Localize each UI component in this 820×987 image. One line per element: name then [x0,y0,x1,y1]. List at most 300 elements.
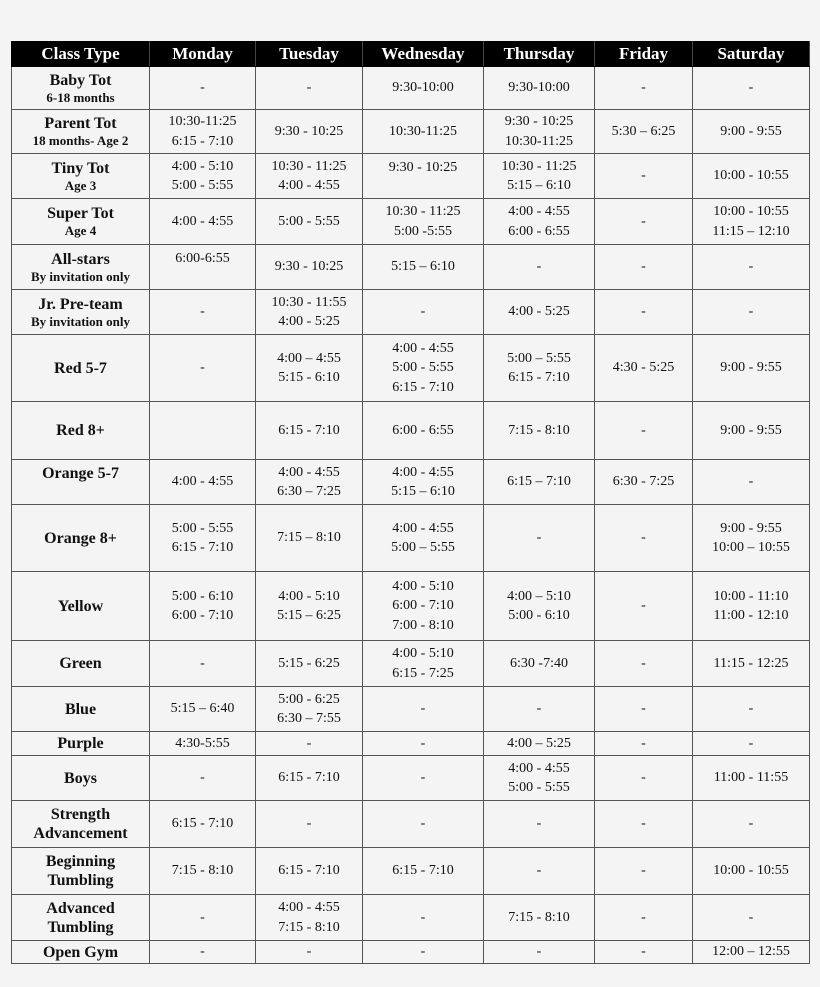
table-row [12,460,810,505]
class-name-label: Orange 5-7 [42,465,119,482]
time-cell-saturday [693,756,810,801]
time-slot: - [748,259,754,275]
time-cell-tuesday [256,641,363,687]
table-row [12,941,810,964]
class-type-cell [12,335,150,402]
time-slot: 4:00 - 5:10 [278,588,340,604]
time-slot: 10:30 - 11:25 [385,204,461,219]
time-cell-thursday [484,460,595,505]
time-slot: - [641,863,646,879]
time-slot: 5:15 - 6:10 [278,370,340,385]
time-slot: 6:15 – 7:10 [507,474,571,490]
time-cell-wednesday [363,460,484,505]
time-slot: 9:30 - 10:25 [274,123,344,139]
time-slot: - [306,80,312,96]
class-type-cell [12,756,150,801]
time-cell-monday [150,687,256,732]
time-slot: - [200,360,205,376]
time-cell-friday [595,941,693,964]
time-cell-wednesday [363,110,484,154]
time-slot: 4:00 - 4:55 [171,474,234,490]
time-slot: 5:15 – 6:25 [277,608,341,623]
table-row [12,154,810,199]
time-slot: 11:15 - 12:25 [713,655,789,671]
time-slot: 9:00 - 9:55 [720,520,782,536]
time-cell-tuesday [256,245,363,290]
time-slot: 4:00 - 5:25 [508,304,570,320]
time-cell-wednesday [363,154,484,199]
header-day-friday: Friday [595,42,693,67]
time-slot: 10:30-11:25 [168,114,237,129]
time-cell-monday [150,895,256,941]
time-slot: 10:00 - 10:55 [713,863,789,879]
time-cell-saturday [693,801,810,848]
time-cell-tuesday [256,110,363,154]
time-cell-wednesday [363,505,484,572]
time-slot: - [641,655,646,671]
header-day-monday: Monday [150,42,256,67]
class-name-label: Red 5-7 [54,359,107,377]
table-row [12,335,810,402]
time-cell-monday [150,756,256,801]
time-cell-monday [150,848,256,895]
time-slot: - [306,735,312,751]
time-slot: 6:15 - 7:10 [278,863,340,879]
table-row [12,687,810,732]
time-cell-tuesday [256,801,363,848]
time-slot: 4:00 - 5:10 [392,646,454,661]
time-slot: 10:30 - 11:55 [271,294,347,310]
time-cell-saturday [693,460,810,505]
time-slot: 6:15 - 7:10 [278,422,340,438]
time-slot: 10:30-11:25 [389,123,457,139]
time-slot: 4:30 - 5:25 [612,360,675,376]
time-slot: - [200,909,205,925]
time-cell-wednesday [363,687,484,732]
time-cell-wednesday [363,895,484,941]
time-slot: 10:30 - 11:25 [271,158,347,174]
time-slot: - [641,259,646,275]
time-cell-saturday [693,67,810,110]
time-cell-monday [150,402,256,460]
time-cell-friday [595,402,693,460]
time-slot: - [641,213,646,229]
time-slot: 6:15 - 7:10 [171,816,234,832]
time-slot: - [641,168,646,184]
time-slot: - [420,735,426,751]
time-slot: 5:00 – 5:55 [391,540,455,555]
class-type-cell [12,801,150,848]
time-slot: - [420,770,426,786]
time-cell-monday [150,732,256,756]
time-slot: 5:00 -5:55 [394,223,452,239]
time-cell-friday [595,848,693,895]
time-cell-friday [595,801,693,848]
time-cell-friday [595,290,693,335]
class-type-cell [12,505,150,572]
time-cell-wednesday [363,732,484,756]
time-cell-friday [595,245,693,290]
class-name-label: Red 8+ [56,422,105,439]
time-cell-tuesday [256,67,363,110]
time-cell-saturday [693,641,810,687]
time-slot: 5:15 - 6:25 [278,655,340,671]
time-cell-saturday [693,941,810,964]
time-slot: - [641,735,646,751]
time-slot: 6:15 - 7:10 [171,540,234,555]
time-cell-thursday [484,687,595,732]
time-slot: 4:00 - 4:55 [278,464,340,480]
class-name-label: Tiny Tot [51,159,110,177]
time-slot: - [641,80,646,96]
time-cell-wednesday [363,290,484,335]
class-type-cell [12,199,150,245]
time-cell-friday [595,756,693,801]
time-cell-tuesday [256,941,363,964]
time-cell-wednesday [363,572,484,641]
table-row [12,505,810,572]
time-cell-friday [595,572,693,641]
table-row [12,801,810,848]
class-name-label: Advanced Tumbling [46,899,115,936]
time-cell-tuesday [256,199,363,245]
time-cell-wednesday [363,941,484,964]
time-slot: 9:30-10:00 [392,80,454,96]
time-slot: 10:30 - 11:25 [501,158,577,174]
time-slot: 6:15 - 7:10 [392,379,454,395]
table-row [12,245,810,290]
class-type-cell [12,732,150,756]
header-day-thursday: Thursday [484,42,595,67]
time-slot: 5:15 – 6:10 [391,259,455,275]
time-slot: 5:00 - 5:55 [171,178,234,193]
time-cell-monday [150,67,256,110]
time-slot: - [306,944,312,960]
time-slot: 10:00 - 11:10 [713,588,789,604]
time-cell-friday [595,67,693,110]
time-slot: 10:00 - 10:55 [713,168,789,184]
time-slot: 6:15 - 7:10 [171,133,234,149]
time-slot: 5:00 - 6:10 [508,608,570,623]
time-slot: - [420,701,426,717]
time-slot: 4:00 – 5:10 [507,588,571,604]
header-day-tuesday: Tuesday [256,42,363,67]
table-row [12,732,810,756]
time-slot: 6:00-6:55 [175,251,230,266]
time-cell-monday [150,335,256,402]
time-cell-saturday [693,687,810,732]
time-slot: - [200,944,205,960]
time-slot: 4:30-5:55 [175,735,230,751]
time-slot: - [200,655,205,671]
time-cell-tuesday [256,154,363,199]
table-row [12,756,810,801]
time-cell-monday [150,572,256,641]
time-cell-thursday [484,67,595,110]
time-cell-saturday [693,732,810,756]
class-type-cell [12,687,150,732]
time-slot: 6:00 - 6:55 [508,223,570,239]
time-slot: 4:00 - 4:55 [508,204,570,219]
time-slot: 4:00 - 4:55 [278,900,340,915]
time-cell-saturday [693,335,810,402]
class-name-label: Jr. Pre-team [38,295,123,313]
time-cell-monday [150,199,256,245]
time-cell-thursday [484,110,595,154]
class-type-cell [12,245,150,290]
class-type-cell [12,154,150,199]
class-name-label: Beginning Tumbling [45,853,116,889]
time-slot: 4:00 – 5:25 [507,735,571,751]
time-cell-thursday [484,245,595,290]
class-type-cell [12,290,150,335]
time-cell-friday [595,154,693,199]
class-type-cell [12,941,150,964]
time-slot: 5:00 – 5:55 [507,350,571,366]
time-slot: - [420,944,426,960]
time-cell-monday [150,110,256,154]
time-cell-tuesday [256,505,363,572]
time-slot: - [536,701,542,717]
time-slot: - [641,304,646,320]
time-cell-wednesday [363,245,484,290]
class-type-cell [12,67,150,110]
time-cell-thursday [484,756,595,801]
time-slot: - [641,530,646,546]
time-cell-saturday [693,245,810,290]
time-slot: - [536,530,542,546]
time-slot: 9:30 - 10:25 [504,114,574,129]
time-cell-thursday [484,848,595,895]
class-name-label: Open Gym [42,943,119,961]
header-row [12,42,810,67]
time-slot: - [748,816,754,832]
time-cell-saturday [693,110,810,154]
time-cell-thursday [484,895,595,941]
time-slot: 5:15 – 6:10 [391,484,455,499]
time-slot: 11:00 - 12:10 [713,608,789,623]
time-slot: - [200,80,205,96]
time-cell-wednesday [363,402,484,460]
table-row [12,848,810,895]
time-slot: - [641,944,646,960]
time-slot: 7:15 - 8:10 [278,919,340,935]
time-slot: 5:00 - 5:55 [278,213,340,229]
class-name-label: Blue [64,700,97,718]
time-slot: - [306,816,312,832]
time-cell-tuesday [256,460,363,505]
table-row [12,290,810,335]
time-cell-monday [150,641,256,687]
time-slot: - [536,259,542,275]
time-slot: 6:15 - 7:10 [392,863,454,879]
time-cell-wednesday [363,199,484,245]
header-day-saturday: Saturday [693,42,810,67]
time-slot: - [748,474,754,490]
time-slot: 10:30-11:25 [505,133,573,149]
time-cell-saturday [693,505,810,572]
time-slot: - [420,909,426,925]
time-slot: 10:00 - 10:55 [713,204,789,219]
class-subtitle: By invitation only [31,313,130,329]
time-cell-thursday [484,290,595,335]
time-cell-friday [595,895,693,941]
time-slot: 9:00 - 9:55 [720,422,782,438]
time-cell-monday [150,245,256,290]
time-slot: - [641,422,646,438]
time-slot: - [641,816,646,832]
class-name-label: Strength Advancement [33,806,128,842]
class-subtitle: Age 4 [64,223,97,238]
class-type-cell [12,895,150,941]
class-name-label: Boys [64,769,97,787]
time-slot: 4:00 - 4:55 [392,464,454,480]
class-name-label: Parent Tot [44,115,117,132]
time-slot: 5:00 - 6:10 [171,588,234,604]
time-cell-tuesday [256,572,363,641]
time-slot: - [536,816,542,832]
class-name-label: Purple [57,735,104,752]
table-row [12,572,810,641]
class-name-label: Baby Tot [49,71,112,89]
time-cell-thursday [484,941,595,964]
time-cell-thursday [484,505,595,572]
time-cell-saturday [693,895,810,941]
table-row [12,641,810,687]
header-day-wednesday: Wednesday [363,42,484,67]
time-slot: - [641,598,646,614]
time-slot: 7:00 - 8:10 [392,617,454,633]
time-cell-friday [595,687,693,732]
time-cell-monday [150,154,256,199]
class-subtitle: By invitation only [31,268,130,284]
time-cell-tuesday [256,895,363,941]
time-slot: 4:00 - 5:25 [278,314,340,329]
time-cell-saturday [693,290,810,335]
time-slot: 7:15 – 8:10 [277,530,341,546]
time-slot: 4:00 - 4:55 [508,760,570,776]
class-type-cell [12,572,150,641]
time-slot: - [641,701,646,717]
time-cell-tuesday [256,756,363,801]
time-cell-thursday [484,801,595,848]
class-subtitle: 6-18 months [46,89,115,105]
time-cell-friday [595,335,693,402]
time-slot: 11:15 – 12:10 [712,223,790,239]
time-slot: 4:00 - 4:55 [392,520,454,536]
time-slot: - [641,909,646,925]
time-slot: 5:00 - 5:55 [508,780,570,795]
time-slot: - [420,304,426,320]
time-slot: 6:15 - 7:25 [392,665,454,681]
time-cell-monday [150,290,256,335]
time-cell-wednesday [363,848,484,895]
time-slot: 5:00 - 6:25 [278,691,340,707]
time-slot: 6:00 - 7:10 [171,608,234,623]
time-slot: 7:15 - 8:10 [508,909,570,925]
class-type-cell [12,848,150,895]
time-cell-wednesday [363,756,484,801]
class-type-cell [12,641,150,687]
class-schedule-table [11,41,810,964]
class-name-label: Yellow [57,597,104,615]
time-cell-thursday [484,199,595,245]
time-cell-tuesday [256,732,363,756]
table-row [12,402,810,460]
time-slot: 12:00 – 12:55 [712,944,790,960]
time-cell-tuesday [256,335,363,402]
time-slot: - [420,816,426,832]
time-slot: - [536,863,542,879]
time-slot: - [748,304,754,320]
time-cell-saturday [693,154,810,199]
time-slot: 6:15 - 7:10 [278,770,340,786]
class-subtitle: 18 months- Age 2 [32,133,129,148]
time-slot: - [200,770,205,786]
time-cell-thursday [484,572,595,641]
class-name-label: All-stars [51,250,110,268]
time-cell-wednesday [363,801,484,848]
time-slot: 5:00 - 5:55 [392,360,454,376]
time-slot: 7:15 - 8:10 [171,863,234,879]
time-cell-monday [150,505,256,572]
schedule-body [12,67,810,964]
time-slot: - [536,944,542,960]
table-row [12,110,810,154]
time-slot: 6:00 - 7:10 [392,598,454,614]
time-slot: 4:00 - 4:55 [392,340,454,356]
time-slot: 6:00 - 6:55 [392,422,454,438]
time-cell-wednesday [363,335,484,402]
time-slot: 6:30 – 7:55 [277,711,341,726]
time-cell-friday [595,505,693,572]
table-row [12,67,810,110]
time-slot: 6:30 - 7:25 [612,474,675,490]
table-row [12,199,810,245]
time-cell-tuesday [256,402,363,460]
time-cell-saturday [693,402,810,460]
table-row [12,895,810,941]
time-slot: 4:00 - 5:10 [171,158,234,174]
time-slot: 9:00 - 9:55 [720,123,782,139]
time-slot: - [748,80,754,96]
time-cell-monday [150,941,256,964]
time-slot: 9:30-10:00 [508,80,570,96]
class-name-label: Orange 8+ [44,529,117,547]
time-cell-tuesday [256,848,363,895]
time-cell-thursday [484,402,595,460]
time-cell-saturday [693,199,810,245]
class-type-cell [12,402,150,460]
time-slot: 4:00 - 5:10 [392,578,454,594]
time-cell-monday [150,460,256,505]
time-cell-thursday [484,154,595,199]
time-cell-saturday [693,572,810,641]
time-cell-friday [595,110,693,154]
time-slot: 4:00 - 4:55 [278,178,340,193]
time-slot: 9:30 - 10:25 [274,259,344,275]
time-slot: 6:15 - 7:10 [508,370,570,385]
time-slot: 11:00 - 11:55 [713,770,789,786]
class-name-label: Green [59,655,102,672]
time-slot: 5:30 – 6:25 [611,123,676,139]
time-cell-wednesday [363,641,484,687]
class-type-cell [12,110,150,154]
time-slot: 7:15 - 8:10 [508,422,570,438]
time-slot: 9:30 - 10:25 [388,160,458,175]
time-cell-thursday [484,641,595,687]
time-slot: 4:00 – 4:55 [277,350,341,366]
